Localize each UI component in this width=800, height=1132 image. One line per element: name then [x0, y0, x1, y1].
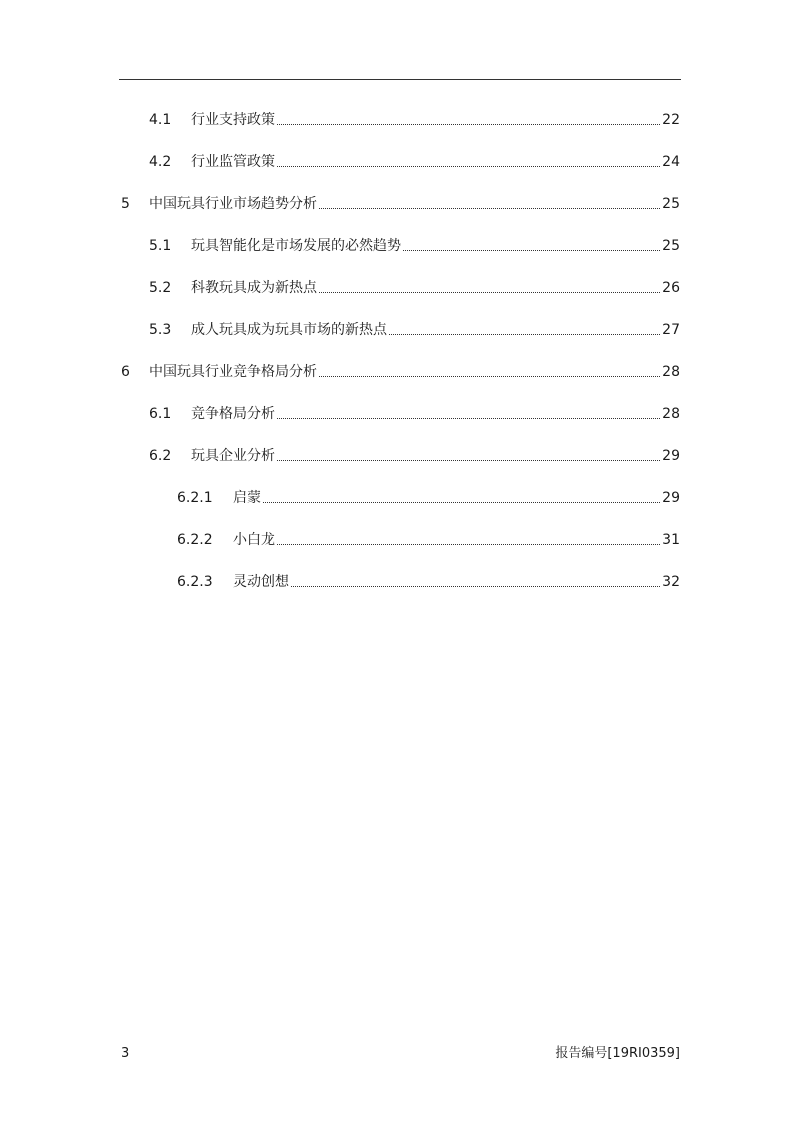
toc-entry-6[interactable] — [121, 359, 680, 381]
toc-entry-title: 行业监管政策 — [191, 154, 275, 170]
toc-entry-title: 行业支持政策 — [191, 112, 275, 128]
toc-entry-number: 6.2.2 — [177, 532, 213, 548]
footer-page-number: 3 — [121, 1046, 130, 1061]
toc-entry-number: 5.2 — [149, 280, 172, 296]
toc-dot-leader — [277, 447, 660, 465]
toc-entry-title: 成人玩具成为玩具市场的新热点 — [191, 322, 387, 338]
toc-entry-title: 小白龙 — [233, 532, 275, 548]
toc-entry-4-1[interactable] — [149, 107, 680, 129]
toc-dot-leader — [403, 237, 660, 255]
toc-entry-6-2-1[interactable] — [177, 485, 680, 507]
toc-dot-leader — [277, 405, 660, 423]
toc-entry-title: 灵动创想 — [233, 574, 289, 590]
toc-entry-number: 4.2 — [149, 154, 172, 170]
toc-entry-page: 32 — [662, 574, 680, 590]
toc-entry-number: 4.1 — [149, 112, 172, 128]
toc-dot-leader — [277, 531, 660, 549]
toc-entry-number: 6.2.3 — [177, 574, 213, 590]
toc-entry-page: 28 — [662, 364, 680, 380]
toc-entry-title: 启蒙 — [233, 490, 261, 506]
toc-entry-number: 6 — [121, 364, 130, 380]
toc-entry-page: 28 — [662, 406, 680, 422]
toc-entry-5-1[interactable] — [149, 233, 680, 255]
toc-entry-title: 玩具企业分析 — [191, 448, 275, 464]
toc-entry-6-2-2[interactable] — [177, 527, 680, 549]
toc-entry-6-1[interactable] — [149, 401, 680, 423]
toc-entry-title: 中国玩具行业市场趋势分析 — [149, 196, 317, 212]
toc-dot-leader — [263, 489, 660, 507]
header-rule — [119, 79, 681, 80]
toc-entry-page: 31 — [662, 532, 680, 548]
toc-entry-title: 玩具智能化是市场发展的必然趋势 — [191, 238, 401, 254]
toc-dot-leader — [319, 195, 660, 213]
toc-entry-number: 5.3 — [149, 322, 172, 338]
toc-entry-number: 6.1 — [149, 406, 172, 422]
toc-entry-number: 6.2.1 — [177, 490, 213, 506]
toc-entry-6-2-3[interactable] — [177, 569, 680, 591]
toc-entry-5-2[interactable] — [149, 275, 680, 297]
toc-entry-number: 5 — [121, 196, 130, 212]
footer-report-code: 报告编号[19RI0359] — [555, 1046, 680, 1061]
toc-dot-leader — [277, 111, 660, 129]
toc-dot-leader — [319, 363, 660, 381]
toc-entry-number: 5.1 — [149, 238, 172, 254]
toc-entry-title: 中国玩具行业竞争格局分析 — [149, 364, 317, 380]
toc-entry-page: 25 — [662, 196, 680, 212]
toc-entry-page: 25 — [662, 238, 680, 254]
toc-entry-page: 22 — [662, 112, 680, 128]
toc-dot-leader — [291, 573, 660, 591]
toc-entry-page: 29 — [662, 448, 680, 464]
toc-entry-page: 24 — [662, 154, 680, 170]
toc-entry-6-2[interactable] — [149, 443, 680, 465]
toc-dot-leader — [319, 279, 660, 297]
toc-entry-4-2[interactable] — [149, 149, 680, 171]
toc-dot-leader — [277, 153, 660, 171]
toc-entry-page: 27 — [662, 322, 680, 338]
toc-entry-title: 科教玩具成为新热点 — [191, 280, 317, 296]
toc-entry-5[interactable] — [121, 191, 680, 213]
toc-dot-leader — [389, 321, 660, 339]
toc-entry-title: 竞争格局分析 — [191, 406, 275, 422]
toc-entry-page: 26 — [662, 280, 680, 296]
toc-entry-page: 29 — [662, 490, 680, 506]
toc-entry-number: 6.2 — [149, 448, 172, 464]
toc-entry-5-3[interactable] — [149, 317, 680, 339]
